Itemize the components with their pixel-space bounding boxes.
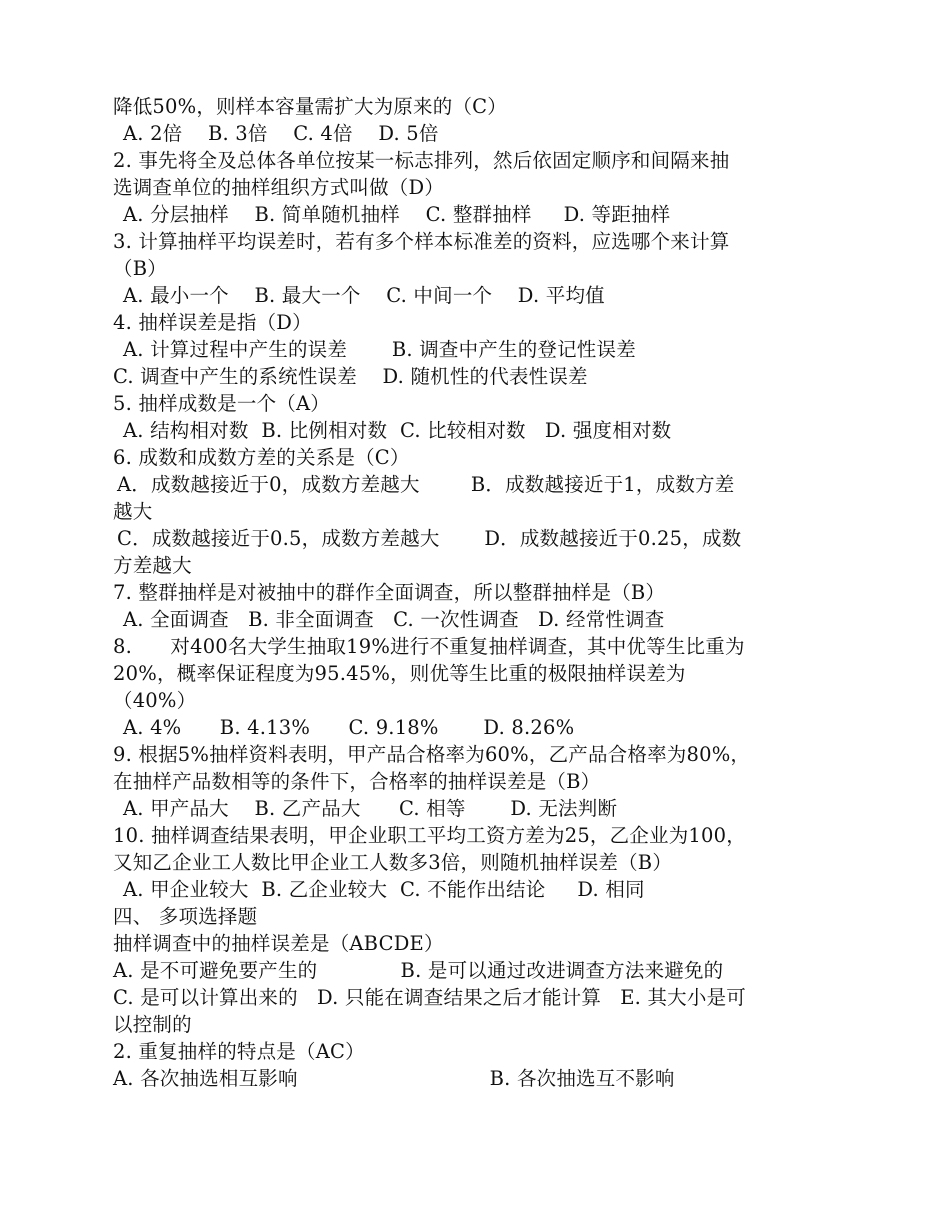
text-line: 又知乙企业工人数比甲企业工人数多3倍，则随机抽样误差（B） (113, 851, 673, 874)
option-line: A．成数越接近于0，成数方差越大 B．成数越接近于1，成数方差 (117, 473, 735, 496)
option-line: C．成数越接近于0.5，成数方差越大 D．成数越接近于0.25，成数 (117, 527, 742, 550)
text-line: （40%） (113, 689, 197, 712)
question-line: 6. 成数和成数方差的关系是（C） (113, 446, 410, 469)
text-line: 方差越大 (113, 554, 192, 577)
question-line: 7. 整群抽样是对被抽中的群作全面调查，所以整群抽样是（B） (113, 581, 666, 604)
question-line: 2. 事先将全及总体各单位按某一标志排列，然后依固定顺序和间隔来抽 (113, 149, 730, 172)
option-line: A. 甲企业较大 B. 乙企业较大 C. 不能作出结论 D. 相同 (123, 878, 645, 901)
option-line: A. 2倍 B. 3倍 C. 4倍 D. 5倍 (123, 122, 439, 145)
option-line: A. 4% B. 4.13% C. 9.18% D. 8.26% (123, 716, 575, 739)
option-line: A. 全面调查 B. 非全面调查 C. 一次性调查 D. 经常性调查 (123, 608, 665, 631)
text-line: 在抽样产品数相等的条件下，合格率的抽样误差是（B） (113, 770, 601, 793)
question-line: 8. 对400名大学生抽取19%进行不重复抽样调查，其中优等生比重为 (113, 635, 745, 658)
text-line: （B） (113, 257, 167, 280)
text-line: 20%，概率保证程度为95.45%，则优等生比重的极限抽样误差为 (113, 662, 686, 685)
question-line: 2. 重复抽样的特点是（AC） (113, 1040, 365, 1063)
question-line: 9. 根据5%抽样资料表明，甲产品合格率为60%，乙产品合格率为80%， (113, 743, 751, 766)
option-line: A. 结构相对数 B. 比例相对数 C. 比较相对数 D. 强度相对数 (123, 419, 672, 442)
text-line: 越大 (113, 500, 153, 523)
question-line: 4. 抽样误差是指（D） (113, 311, 312, 334)
section-heading: 四、 多项选择题 (113, 905, 258, 928)
text-line: 降低50%，则样本容量需扩大为原来的（C） (113, 95, 507, 118)
option-line: A. 各次抽选相互影响 B. 各次抽选互不影响 (113, 1067, 675, 1090)
document-page (113, 93, 843, 1092)
question-line: 3. 计算抽样平均误差时，若有多个样本标准差的资料，应选哪个来计算 (113, 230, 730, 253)
option-line: A. 最小一个 B. 最大一个 C. 中间一个 D. 平均值 (123, 284, 605, 307)
option-line: A. 是不可避免要产生的 B. 是可以通过改进调查方法来避免的 (113, 959, 724, 982)
question-line: 抽样调查中的抽样误差是（ABCDE） (113, 932, 444, 955)
question-line: 5. 抽样成数是一个（A） (113, 392, 330, 415)
option-line: C. 调查中产生的系统性误差 D. 随机性的代表性误差 (113, 365, 588, 388)
option-line: C. 是可以计算出来的 D. 只能在调查结果之后才能计算 E. 其大小是可 (113, 986, 746, 1009)
text-line: 选调查单位的抽样组织方式叫做（D） (113, 176, 445, 199)
option-line: A. 甲产品大 B. 乙产品大 C. 相等 D. 无法判断 (123, 797, 618, 820)
text-line: 以控制的 (113, 1013, 192, 1036)
question-line: 10. 抽样调查结果表明，甲企业职工平均工资方差为25，乙企业为100， (113, 824, 746, 847)
option-line: A. 计算过程中产生的误差 B. 调查中产生的登记性误差 (123, 338, 636, 361)
option-line: A. 分层抽样 B. 简单随机抽样 C. 整群抽样 D. 等距抽样 (123, 203, 671, 226)
